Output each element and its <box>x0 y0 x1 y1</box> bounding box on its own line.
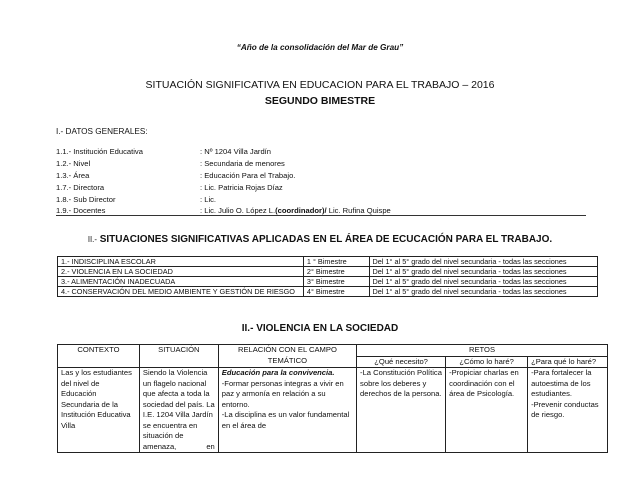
docentes-prefix: : Lic. Julio O. López L. <box>200 206 276 215</box>
divider <box>56 215 586 216</box>
header-retos: RETOS <box>357 345 608 357</box>
datos-label: 1.1.- Institución Educativa <box>56 147 143 156</box>
docentes-suffix: Lic. Rufina Quispe <box>326 206 391 215</box>
datos-label: 1.7.- Directora <box>56 183 105 192</box>
datos-value: : Lic. Patricia Rojas Díaz <box>200 183 283 192</box>
table-row <box>58 267 598 277</box>
cell-para <box>528 368 608 453</box>
header-que: ¿Qué necesito? <box>357 356 446 368</box>
motto: “Año de la consolidación del Mar de Grau” <box>236 43 404 52</box>
table-row <box>58 257 598 267</box>
situacion-bimestre: 1 ° Bimestre <box>303 257 369 267</box>
situacion-name: 2.- VIOLENCIA EN LA SOCIEDAD <box>58 267 304 277</box>
document-title: SITUACIÓN SIGNIFICATIVA EN EDUCACION PARA EL TRABAJO – 2016 <box>145 79 495 91</box>
situaciones-title: SITUACIONES SIGNIFICATIVAS APLICADAS EN EL ÁREA DE ECUCACIÓN PARA EL TRABAJO. <box>96 234 553 245</box>
header-como: ¿Cómo lo haré? <box>446 356 528 368</box>
situaciones-table <box>57 256 598 297</box>
para-text: -Para fortalecer la autoestima de los estudiantes. <box>531 368 592 398</box>
situacion-bimestre: 2° Bimestre <box>303 267 369 277</box>
document-subtitle: SEGUNDO BIMESTRE <box>264 95 376 107</box>
situaciones-num: II.- <box>87 235 97 244</box>
relacion-text-2: -La disciplina es un valor fundamental en el área de <box>221 410 350 430</box>
cell-relacion <box>218 368 356 453</box>
datos-label: 1.9.- Docentes <box>56 206 106 215</box>
situacion-grados: Del 1° al 5° grado del nivel secundaria - todas las secciones <box>369 277 597 287</box>
cell-que: -La Constitución Política sobre los deberes y derechos de la persona. <box>357 368 446 453</box>
relacion-text: -Formar personas integras a vivir en paz y armonía en relación a su entorno. <box>221 378 344 409</box>
datos-value: : Lic. <box>200 195 217 204</box>
cell-contexto: Las y los estudiantes del nivel de Educación Secundaria de la Institución Educativa Villa <box>58 368 140 453</box>
header-situacion: SITUACIÓN <box>139 345 218 368</box>
header-relacion: RELACIÓN CON EL CAMPO TEMÁTICO <box>218 345 356 368</box>
datos-label: 1.8.- Sub Director <box>56 195 116 204</box>
table-row <box>58 287 598 297</box>
situacion-name: 1.- INDISCIPLINA ESCOLAR <box>58 257 304 267</box>
datos-value-docentes <box>200 206 391 215</box>
datos-value: : Educación Para el Trabajo. <box>200 171 296 180</box>
datos-label: 1.2.- Nivel <box>56 159 91 168</box>
datos-generales-heading: I.- DATOS GENERALES: <box>56 127 148 136</box>
header-contexto: CONTEXTO <box>58 345 140 368</box>
cell-situacion: Siendo la Violencia un flagelo nacional que afecta a toda la sociedad del país. La I.E. 1204 Villa Jardín se encuentra en situación de amenaza, en <box>139 368 218 453</box>
datos-value: : Nº 1204 Villa Jardín <box>200 147 272 156</box>
relacion-title: Educación para la convivencia. <box>221 368 335 377</box>
para-text-2: -Prevenir conductas de riesgo. <box>531 399 599 419</box>
situacion-bimestre: 4° Bimestre <box>303 287 369 297</box>
situaciones-heading <box>0 234 640 245</box>
header-row <box>58 345 608 357</box>
situacion-grados: Del 1° al 5° grado del nivel secundaria - todas las secciones <box>369 267 597 277</box>
situacion-grados: Del 1° al 5° grado del nivel secundaria - todas las secciones <box>369 257 597 267</box>
situacion-bimestre: 3° Bimestre <box>303 277 369 287</box>
situacion-name: 4.- CONSERVACIÓN DEL MEDIO AMBIENTE Y GESTIÓN DE RIESGO <box>58 287 304 297</box>
situacion-grados: Del 1° al 5° grado del nivel secundaria - todas las secciones <box>369 287 597 297</box>
header-para: ¿Para qué lo haré? <box>528 356 608 368</box>
cell-como: -Propiciar charlas en coordinación con el área de Psicología. <box>446 368 528 453</box>
table-row <box>58 368 608 453</box>
datos-label: 1.3.- Área <box>56 171 90 180</box>
violencia-table <box>57 344 608 453</box>
violencia-heading: II.- VIOLENCIA EN LA SOCIEDAD <box>241 323 399 334</box>
datos-value: : Secundaria de menores <box>200 159 285 168</box>
situacion-name: 3.- ALIMENTACIÓN INADECUADA <box>58 277 304 287</box>
table-row <box>58 277 598 287</box>
docentes-coordinador: (coordinador)/ <box>275 206 327 215</box>
